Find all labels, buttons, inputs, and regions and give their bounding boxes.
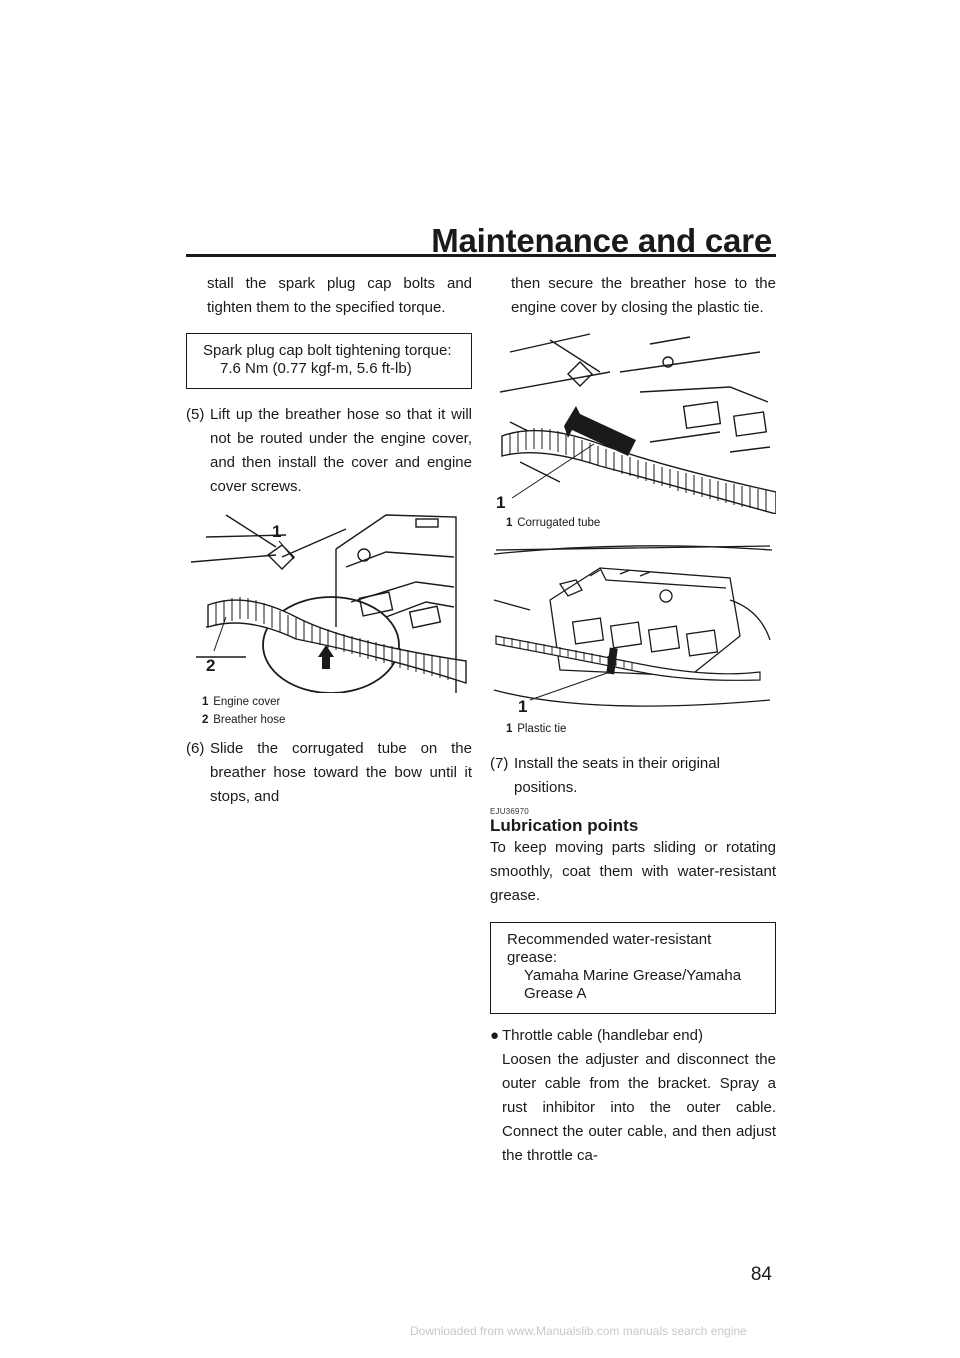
caption-text: Plastic tie (517, 723, 567, 735)
caption-text: Breather hose (213, 714, 286, 726)
engine-cover-illustration (186, 507, 472, 693)
figure-caption-1 (186, 693, 472, 711)
page-number: 84 (750, 1264, 772, 1285)
spec-label: Spark plug cap bolt tightening torque: (203, 342, 452, 359)
step-number: (7) (490, 755, 509, 772)
spec-label: Recommended water-resistant grease: (507, 931, 712, 966)
continued-paragraph: stall the spark plug cap bolts and tighten them to the specified torque. (207, 275, 472, 316)
plastic-tie-illustration (490, 540, 776, 720)
torque-spec-box (186, 333, 472, 389)
step-number: (5) (186, 406, 205, 423)
bullet-icon: ● (490, 1027, 500, 1044)
spec-value: Yamaha Marine Grease/Yamaha Grease A (524, 967, 742, 1002)
step-7 (490, 752, 776, 800)
section-code: EJU36970 (490, 807, 529, 816)
callout-2: 2 (206, 656, 216, 675)
step-number: (6) (186, 740, 205, 757)
step-6 (186, 737, 472, 809)
figure-caption-2 (186, 711, 472, 729)
spec-value: 7.6 Nm (0.77 kgf-m, 5.6 ft-lb) (220, 360, 412, 377)
callout-1: 1 (272, 522, 282, 541)
step-5 (186, 403, 472, 499)
figure-corrugated-tube (490, 332, 776, 514)
caption-text: Corrugated tube (517, 517, 601, 529)
right-column (490, 272, 776, 1168)
step-text: Lift up the breather hose so that it will not be routed under the engine cover, and then install the cover and engine cover screws. (210, 406, 472, 495)
page-title: Maintenance and care (431, 222, 772, 259)
caption-number: 1 (202, 696, 209, 708)
figure-engine-cover (186, 507, 472, 693)
bullet-title: Throttle cable (handlebar end) (502, 1027, 703, 1044)
callout-1: 1 (496, 493, 506, 512)
step-text: Install the seats in their original positions. (514, 755, 720, 796)
caption-text: Engine cover (213, 696, 281, 708)
section-heading: Lubrication points (490, 816, 639, 835)
figure-caption-corrugated (490, 514, 776, 532)
caption-number: 2 (202, 714, 209, 726)
header-rule (186, 254, 776, 257)
corrugated-tube-illustration (490, 332, 776, 514)
grease-spec-box (490, 922, 776, 1014)
bullet-throttle-cable (490, 1024, 776, 1048)
continued-paragraph: then secure the breather hose to the engine cover by closing the plastic tie. (511, 275, 776, 316)
bullet-text: Loosen the adjuster and disconnect the outer cable from the bracket. Spray a rust inhibitor into the outer cable. Connect the outer cable, and then adjust the throttle ca- (502, 1051, 776, 1164)
section-intro: To keep moving parts sliding or rotating smoothly, coat them with water-resistant grease. (490, 839, 776, 904)
left-column (186, 272, 472, 809)
callout-1: 1 (518, 697, 528, 716)
figure-plastic-tie (490, 540, 776, 720)
step-text: Slide the corrugated tube on the breather hose toward the bow until it stops, and (210, 740, 472, 805)
caption-number: 1 (506, 517, 513, 529)
caption-number: 1 (506, 723, 513, 735)
figure-caption-plastic-tie (490, 720, 776, 738)
footer-watermark: Downloaded from www.Manualslib.com manuals search engine (410, 1324, 747, 1338)
